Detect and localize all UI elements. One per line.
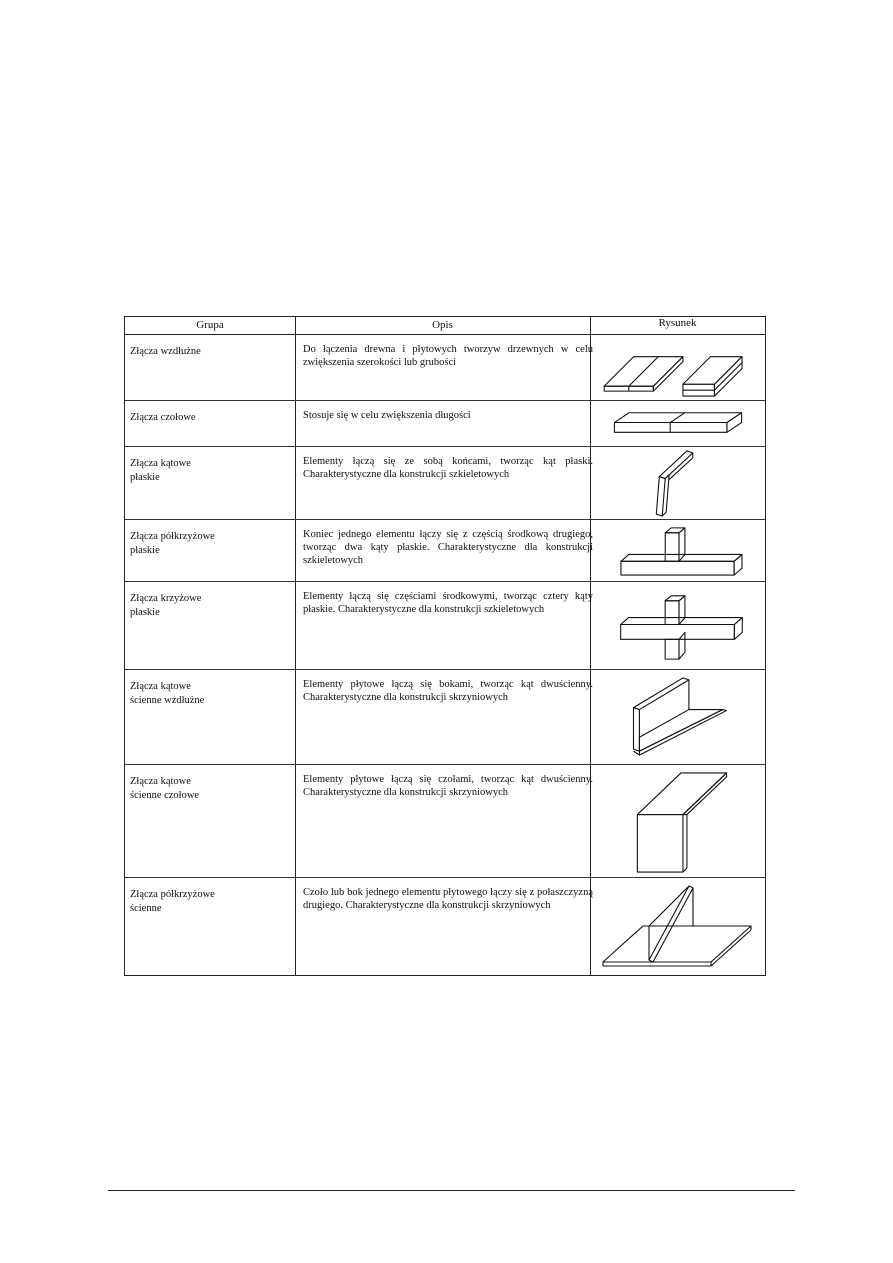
row-description: Do łączenia drewna i płytowych tworzyw drzewnych w celu zwiększenia szerokości lub grubości: [303, 344, 593, 368]
table-row: [125, 401, 765, 447]
table-row: [125, 878, 765, 975]
table-row: [125, 670, 765, 765]
row-description: Elementy płytowe łączą się bokami, tworząc kąt dwuścienny. Charakterystyczne dla konstrukcji skrzyniowych: [303, 679, 593, 703]
flat-cross-joint-drawing: [593, 582, 765, 669]
header-group: Grupa: [196, 319, 224, 331]
row-group: Złącza wzdłużne: [130, 346, 201, 357]
flat-corner-joint-drawing: [593, 447, 765, 519]
header-drawing: Rysunek: [658, 317, 697, 329]
footer-rule: [108, 1190, 795, 1191]
wall-corner-longitudinal-drawing: [593, 670, 765, 764]
row-description: Koniec jednego elementu łączy się z częścią środkową drugiego, tworząc dwa kąty płaskie. Charakterystyczne dla konstrukcji szkieletowych: [303, 529, 593, 566]
table-row: [125, 447, 765, 520]
wall-tee-joint-drawing: [593, 878, 765, 975]
row-group: Złącza półkrzyżowe płaskie: [130, 531, 215, 556]
table-row: [125, 765, 765, 878]
row-group: Złącza kątowe płaskie: [130, 458, 191, 483]
table-header: [125, 317, 765, 335]
wall-corner-end-drawing: [593, 765, 765, 877]
row-description: Elementy łączą się częściami środkowymi, tworząc cztery kąty płaskie. Charakterystyczne dla konstrukcji szkieletowych: [303, 591, 593, 615]
flat-tee-joint-drawing: [593, 520, 765, 581]
row-group: Złącza czołowe: [130, 412, 196, 423]
row-group: Złącza kątowe ścienne wzdłużne: [130, 681, 205, 706]
row-group: Złącza półkrzyżowe ścienne: [130, 889, 215, 914]
row-description: Stosuje się w celu zwiększenia długości: [303, 410, 471, 421]
header-description: Opis: [432, 319, 453, 331]
end-joint-drawing: [593, 401, 765, 446]
row-description: Elementy łączą się ze sobą końcami, tworząc kąt płaski. Charakterystyczne dla konstrukcji szkieletowych: [303, 456, 593, 480]
table-row: [125, 335, 765, 401]
row-description: Czoło lub bok jednego elementu płytowego łączy się z połaszczyzną drugiego. Charakterystyczne dla konstrukcji skrzyniowych: [303, 887, 593, 911]
table-row: [125, 582, 765, 670]
row-group: Złącza kątowe ścienne czołowe: [130, 776, 200, 801]
row-description: Elementy płytowe łączą się czołami, tworząc kąt dwuścienny. Charakterystyczne dla konstrukcji skrzyniowych: [303, 774, 593, 798]
row-group: Złącza krzyżowe płaskie: [130, 593, 202, 618]
table-row: [125, 520, 765, 582]
longitudinal-joint-drawing: [593, 335, 765, 400]
joints-table: [124, 316, 766, 976]
